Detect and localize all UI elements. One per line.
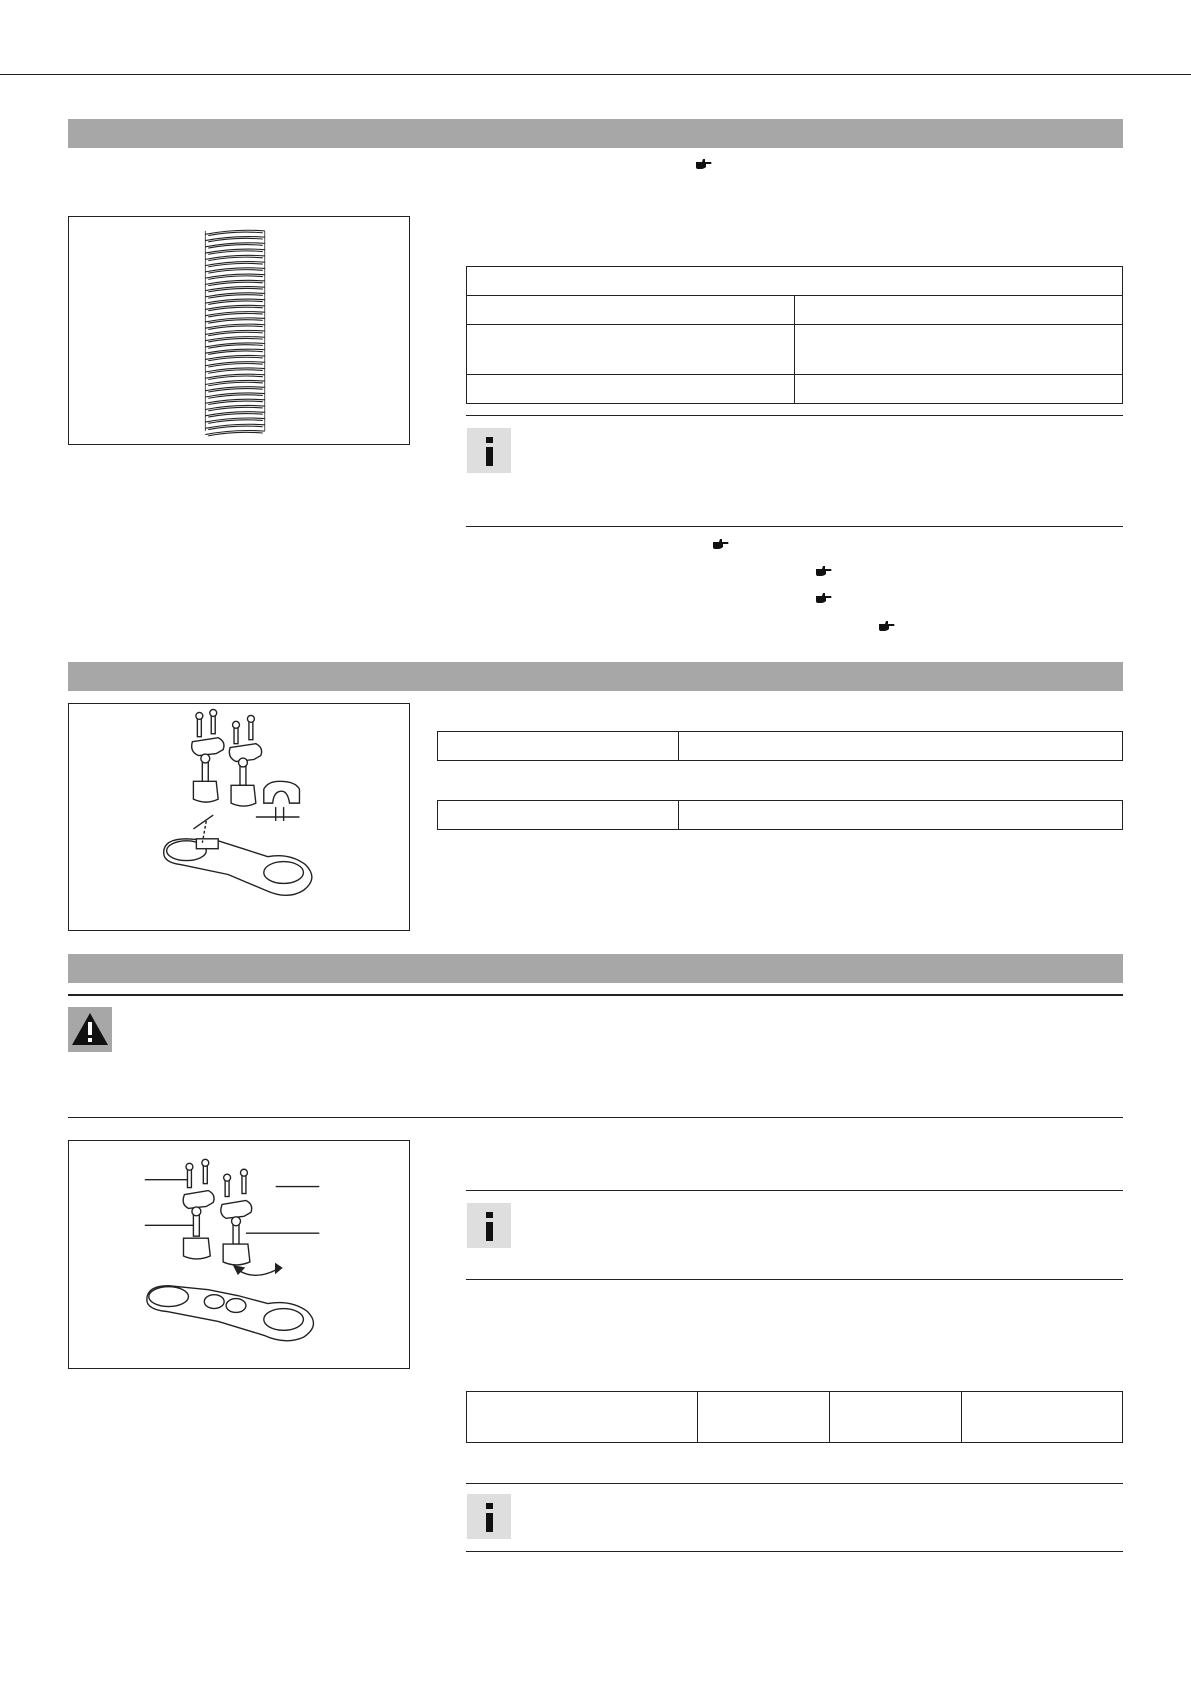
- spring-coils: [205, 230, 264, 436]
- handlebar-clamp-illustration: [69, 704, 409, 930]
- pointing-hand-icon[interactable]: [713, 538, 729, 550]
- warning-top-rule: [68, 994, 1123, 996]
- pointing-hand-icon[interactable]: [816, 565, 832, 577]
- figure-handlebar-clamp-exploded: [68, 703, 410, 931]
- table-cell: [795, 375, 1123, 404]
- section-header-bar-3: [68, 954, 1123, 983]
- pointing-hand-icon[interactable]: [879, 620, 895, 632]
- spec-table-clamp-2: [437, 800, 1123, 830]
- table-cell: [467, 296, 795, 325]
- table-cell: [438, 801, 679, 830]
- pointing-hand-icon[interactable]: [696, 158, 712, 170]
- table-cell: [698, 1392, 830, 1443]
- table-cell: [438, 732, 679, 761]
- table-cell: [830, 1392, 962, 1443]
- section-header-bar-2: [68, 662, 1123, 691]
- table-cell: [795, 296, 1123, 325]
- info-icon: [467, 428, 511, 473]
- table-cell: [679, 801, 1123, 830]
- note-top-rule: [466, 1483, 1123, 1484]
- table-cell: [467, 375, 795, 404]
- table-cell: [467, 1392, 698, 1443]
- table-cell: [795, 325, 1123, 375]
- note-bottom-rule: [466, 1551, 1123, 1552]
- info-icon: [467, 1494, 511, 1539]
- spec-table-spring: [466, 266, 1123, 404]
- table-cell: [679, 732, 1123, 761]
- spec-table-positions: [466, 1391, 1123, 1443]
- warning-bottom-rule: [68, 1117, 1123, 1118]
- handlebar-clamp-rotate-illustration: [69, 1141, 409, 1368]
- note-bottom-rule: [466, 1279, 1123, 1280]
- section-header-bar-1: [68, 119, 1123, 148]
- table-cell: [467, 325, 795, 375]
- page-top-rule: [0, 74, 1191, 75]
- table-cell: [962, 1392, 1123, 1443]
- info-icon: [467, 1203, 511, 1248]
- note-top-rule: [466, 415, 1123, 416]
- table-row: [467, 267, 1123, 296]
- fork-spring-illustration: [69, 217, 409, 444]
- warning-triangle-icon: [68, 1007, 112, 1052]
- note-top-rule: [466, 1190, 1123, 1191]
- figure-handlebar-clamp-rotate: [68, 1140, 410, 1369]
- spec-table-clamp-1: [437, 731, 1123, 761]
- pointing-hand-icon[interactable]: [816, 592, 832, 604]
- figure-fork-spring: [68, 216, 410, 445]
- note-bottom-rule: [466, 526, 1123, 527]
